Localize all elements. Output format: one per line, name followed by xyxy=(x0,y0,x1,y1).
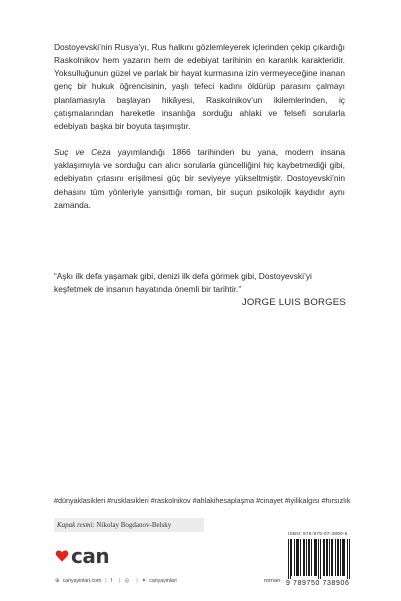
barcode-bar xyxy=(323,539,324,576)
publisher-logo-text: can xyxy=(71,544,110,568)
blurb-quote xyxy=(54,270,346,309)
barcode-bar xyxy=(344,539,345,576)
barcode-bar xyxy=(318,539,319,579)
barcode-bar xyxy=(340,539,341,576)
website-link[interactable]: canyayinlari.com xyxy=(62,578,102,584)
barcode-bar xyxy=(332,539,333,576)
divider: | xyxy=(105,578,107,584)
genre-label: roman xyxy=(264,578,281,584)
barcode-bar xyxy=(288,539,289,579)
barcode-bar xyxy=(343,539,344,576)
barcode-bar xyxy=(342,539,343,576)
barcode-bar xyxy=(304,539,305,576)
barcode-bar xyxy=(335,539,336,576)
barcode-bar xyxy=(349,539,350,579)
barcode-bar xyxy=(337,539,338,576)
barcode-bar xyxy=(300,539,301,576)
barcode-bar xyxy=(309,539,310,576)
barcode-bar xyxy=(296,539,297,576)
synopsis-paragraph-2-text: yayımlandığı 1866 tarihinden bu yana, modern insana yaklaşımıyla ve sorduğu can alıcı sorularla güncelliğini hiç kaybetmediği gibi, edebiyatın çıtasını erişilmesi güç bir seviyeye yükseltmiştir. Dostoyevski’nin dehasını tüm yönleriyle yansıttığı roman, bir suçun psikolojik kaydıdır aynı zamanda. xyxy=(54,147,345,210)
divider: | xyxy=(119,578,121,584)
barcode-bar xyxy=(297,539,298,576)
barcode-bar xyxy=(298,539,299,576)
barcode xyxy=(288,539,350,579)
barcode-bar xyxy=(329,539,330,576)
synopsis-paragraph-1: Dostoyevski’nin Rusya’yı, Rus halkını gözlemleyerek içlerinden çekip çıkardığı Raskolnikov hem yazarın hem de edebiyat tarihinin en karanlık karakteridir. Yoksulluğunun güzel ve parlak bir hayat kurmasına izin vermeyeceğine inanan genç bir hukuk öğrencisinin, yaşlı tefeci kadını öldürüp parasını çalmayı planlamasıyla başlayan hikâyesi, Raskolnikov’un ikilemlerinden, iç çatışmalarından hareketle insanlığa sorduğu ahlaki ve felsefi sorularla edebiyatı başka bir boyuta taşımıştır. xyxy=(54,42,345,131)
barcode-digits: 9 789750 738906 xyxy=(286,580,350,587)
barcode-bar xyxy=(290,539,291,579)
social-handle[interactable]: canyayinlari xyxy=(149,578,177,584)
heart-icon xyxy=(55,549,69,563)
barcode-bar xyxy=(315,539,316,576)
instagram-icon[interactable]: ◎ xyxy=(124,578,130,584)
barcode-bar xyxy=(316,539,317,576)
divider: | xyxy=(136,578,138,584)
barcode-bar xyxy=(308,539,309,576)
globe-icon: ⊕ xyxy=(55,578,60,584)
publisher-logo xyxy=(55,545,109,567)
footer-links xyxy=(55,576,177,586)
barcode-bar xyxy=(327,539,328,576)
barcode-bar xyxy=(331,539,332,576)
quote-author: JORGE LUIS BORGES xyxy=(241,297,346,309)
barcode-bar xyxy=(320,539,321,579)
barcode-bar xyxy=(303,539,304,576)
barcode-bar xyxy=(338,539,339,576)
barcode-bar xyxy=(324,539,325,576)
barcode-bar xyxy=(311,539,312,576)
isbn-label: ISBN: 978-975-07-3890-6 xyxy=(288,532,348,537)
barcode-bar xyxy=(314,539,315,576)
book-title: Suç ve Ceza xyxy=(54,147,111,158)
quote-text: “Aşkı ilk defa yaşamak gibi, denizi ilk defa görmek gibi, Dostoyevski’yi keşfetmek de insanın hayatında önemli bir tarihtir.” xyxy=(54,271,312,295)
barcode-bar xyxy=(347,539,348,579)
cover-credit-artist: Nikolay Bogdanov-Belsky xyxy=(94,521,172,529)
cover-credit-label: Kapak resmi: xyxy=(57,521,95,529)
barcode-bar xyxy=(291,539,292,576)
synopsis-paragraph-2 xyxy=(54,146,345,212)
facebook-icon[interactable]: f xyxy=(110,578,113,584)
twitter-icon[interactable]: ✦ xyxy=(141,578,147,584)
synopsis xyxy=(54,41,345,212)
barcode-bar xyxy=(294,539,295,576)
hashtags: #dünyaklasikleri #rusklasikleri #raskolnikov #ahlakihesaplaşma #cinayet #iyilikalgısı #hırsızlık xyxy=(54,496,351,505)
cover-credit xyxy=(54,518,204,532)
barcode-bar xyxy=(306,539,307,576)
barcode-bar xyxy=(326,539,327,576)
